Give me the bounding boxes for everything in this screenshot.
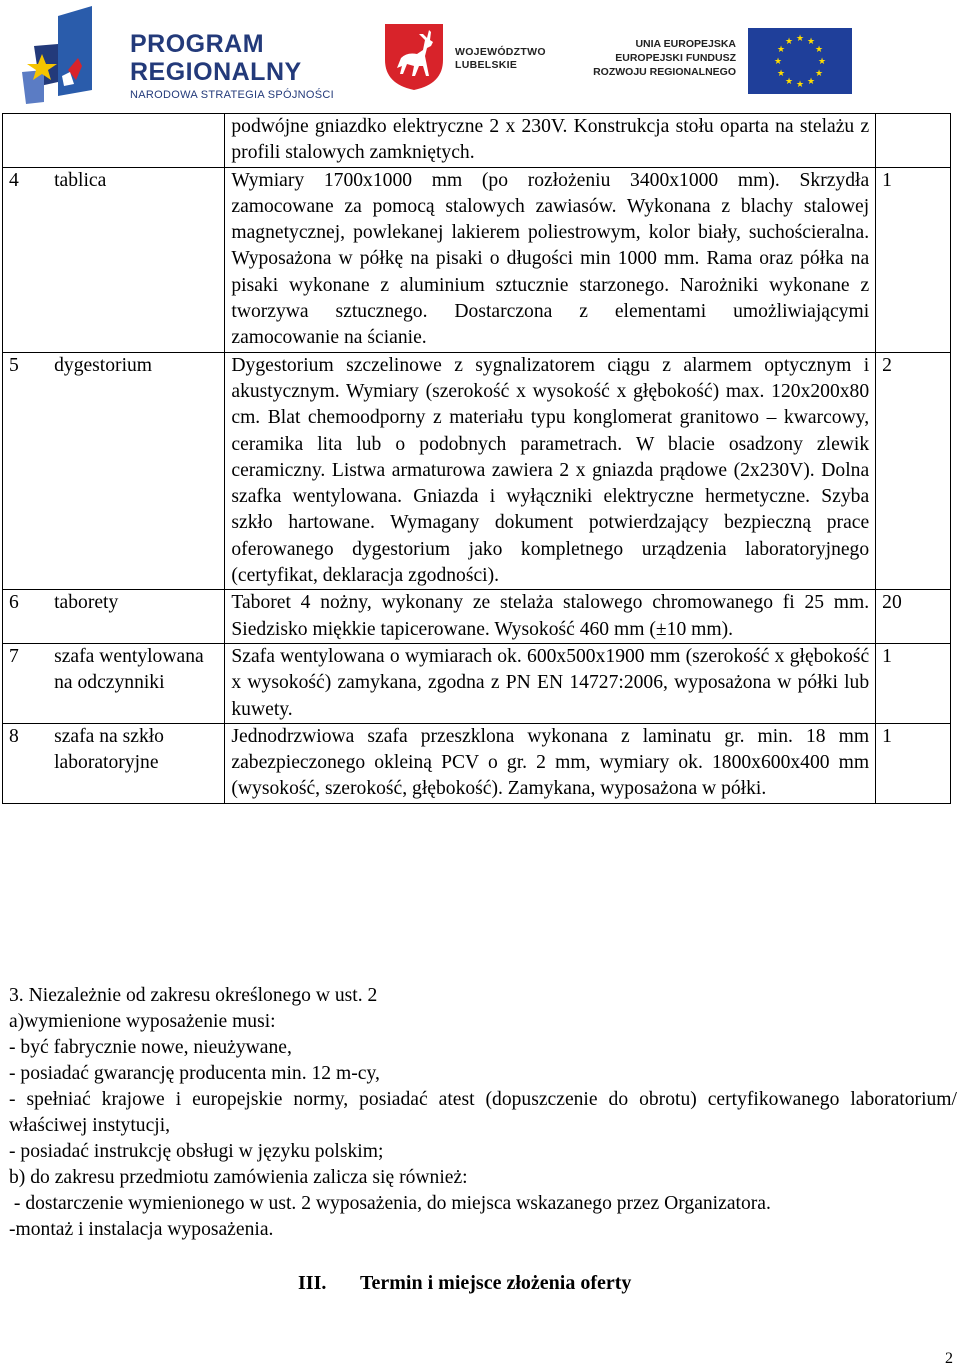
requirement-item: - spełniać krajowe i europejskie normy, posiadać atest (dopuszczenie do obrotu) certyfikowanego laboratorium/ właściwej instytucji, (9, 1089, 957, 1136)
item-description: Jednodrzwiowa szafa przeszklona wykonana z laminatu gr. min. 18 mm zabezpieczonego okleiną PCV o gr. 2 mm, wymiary ok. 1800x600x400 mm (wysokość, szerokość, głębokość). Zamykana, wyposażona w półki. (225, 723, 876, 803)
requirements-intro: 3. Niezależnie od zakresu określonego w ust. 2 (9, 985, 378, 1006)
section-heading (298, 1272, 631, 1295)
scope-item: - dostarczenie wymienionego w ust. 2 wyposażenia, do miejsca wskazanego przez Organizatora. (9, 1193, 771, 1214)
svg-text:★: ★ (795, 80, 805, 90)
svg-text:★: ★ (806, 37, 816, 47)
program-regionalny-logo (18, 6, 348, 106)
row-number: 7 (3, 643, 49, 723)
item-name: tablica (48, 167, 225, 352)
eu-flag-icon (748, 28, 852, 94)
item-quantity: 1 (876, 643, 951, 723)
section-heading-title: Termin i miejsce złożenia oferty (360, 1272, 632, 1294)
item-quantity: 1 (876, 167, 951, 352)
row-number: 6 (3, 590, 49, 644)
svg-text:★: ★ (795, 34, 805, 44)
page-header (0, 0, 960, 110)
equipment-spec-table (2, 113, 951, 804)
item-description: Szafa wentylowana o wymiarach ok. 600x500x1900 mm (szerokość x głębokość x wysokość) zamykana, zgodna z PN EN 14727:2006, wyposażona w półki lub kuwety. (225, 643, 876, 723)
lubelskie-logo-line2: LUBELSKIE (455, 59, 518, 71)
requirement-item: - posiadać gwarancję producenta min. 12 m-cy, (9, 1063, 380, 1084)
wojewodztwo-lubelskie-logo (383, 22, 553, 92)
item-description: Dygestorium szczelinowe z sygnalizatorem ciągu z alarmem optycznym i akustycznym. Wymiary (szerokość x wysokość x głębokość) max. 120x200x80 cm. Blat chemoodporny z materiału typu konglomerat granitowo – kwarcowy, ceramika lita lub o podobnych parametrach. W blacie osadzony zlewik ceramiczny. Listwa armaturowa zawiera 2 x gniazda prądowe (2x230V). Dolna szafka wentylowana. Gniazda i wyłączniki elektryczne hermetyczne. Szyba szkło hartowane. Wymagany dokument potwierdzający bezpieczną prace oferowanego dygestorium jako kompletnego urządzenia laboratoryjnego (certyfikat, deklaracja zgodności). (225, 352, 876, 590)
item-description: Wymiary 1700x1000 mm (po rozłożeniu 3400x1000 mm). Skrzydła zamocowane za pomocą stalowych zawiasów. Wykonana z blachy stalowej magnetycznej, powlekanej lakierem poliestrowym, kolor biały, suchościeralna. Wyposażona w półkę na pisaki o długości min 1000 mm. Rama oraz półka na pisaki wykonane z aluminium sztucznie starzonego. Narożniki wykonane z tworzywa sztucznego. Dostarczona z elementami umożliwiającymi zamocowanie na ścianie. (225, 167, 876, 352)
table-row (3, 723, 951, 803)
item-name: szafa na szkło laboratoryjne (48, 723, 225, 803)
table-row (3, 352, 951, 590)
table-row (3, 167, 951, 352)
item-quantity: 1 (876, 723, 951, 803)
lubelskie-deer-shield-icon (383, 22, 445, 92)
table-row (3, 114, 951, 168)
row-number: 4 (3, 167, 49, 352)
table-row (3, 643, 951, 723)
svg-text:★: ★ (776, 45, 786, 55)
lubelskie-logo-line1: WOJEWÓDZTWO (455, 46, 546, 58)
svg-text:★: ★ (784, 37, 794, 47)
item-quantity (876, 114, 951, 168)
item-description: Taboret 4 nożny, wykonany ze stelaża stalowego chromowanego fi 25 mm. Siedzisko miękkie tapicerowane. Wysokość 460 mm (±10 mm). (225, 590, 876, 644)
requirements-subheading-b: b) do zakresu przedmiotu zamówienia zalicza się również: (9, 1167, 468, 1188)
svg-text:★: ★ (776, 69, 786, 79)
item-quantity: 2 (876, 352, 951, 590)
row-number: 8 (3, 723, 49, 803)
svg-text:★: ★ (817, 57, 827, 67)
item-name: dygestorium (48, 352, 225, 590)
row-number (3, 114, 49, 168)
requirements-subheading-a: a)wymienione wyposażenie musi: (9, 1011, 276, 1032)
row-number: 5 (3, 352, 49, 590)
item-name: taborety (48, 590, 225, 644)
requirements-section (9, 983, 957, 1243)
svg-text:★: ★ (784, 77, 794, 87)
item-name: szafa wentylowana na odczynniki (48, 643, 225, 723)
program-logo-line1: PROGRAM (130, 30, 265, 58)
requirement-item: - być fabrycznie nowe, nieużywane, (9, 1037, 292, 1058)
table-row (3, 590, 951, 644)
eu-regional-fund-logo (590, 22, 852, 94)
item-quantity: 20 (876, 590, 951, 644)
requirement-item: - posiadać instrukcję obsługi w języku polskim; (9, 1141, 384, 1162)
svg-text:★: ★ (814, 45, 824, 55)
item-description: podwójne gniazdko elektryczne 2 x 230V. Konstrukcja stołu oparta na stelażu z profili stalowych zamkniętych. (225, 114, 876, 168)
program-logo-line2: REGIONALNY (130, 58, 302, 86)
program-regionalny-emblem-icon (18, 6, 118, 106)
scope-item: -montaż i instalacja wyposażenia. (9, 1219, 274, 1240)
program-logo-line3: NARODOWA STRATEGIA SPÓJNOŚCI (130, 89, 334, 101)
eu-logo-line2: EUROPEJSKI FUNDUSZ (615, 52, 736, 64)
svg-text:★: ★ (773, 57, 783, 67)
svg-text:★: ★ (814, 69, 824, 79)
item-name (48, 114, 225, 168)
eu-logo-line1: UNIA EUROPEJSKA (635, 38, 736, 50)
svg-text:★: ★ (806, 77, 816, 87)
eu-logo-line3: ROZWOJU REGIONALNEGO (593, 66, 736, 78)
section-heading-number: III. (298, 1272, 327, 1294)
page-number: 2 (945, 1350, 953, 1367)
